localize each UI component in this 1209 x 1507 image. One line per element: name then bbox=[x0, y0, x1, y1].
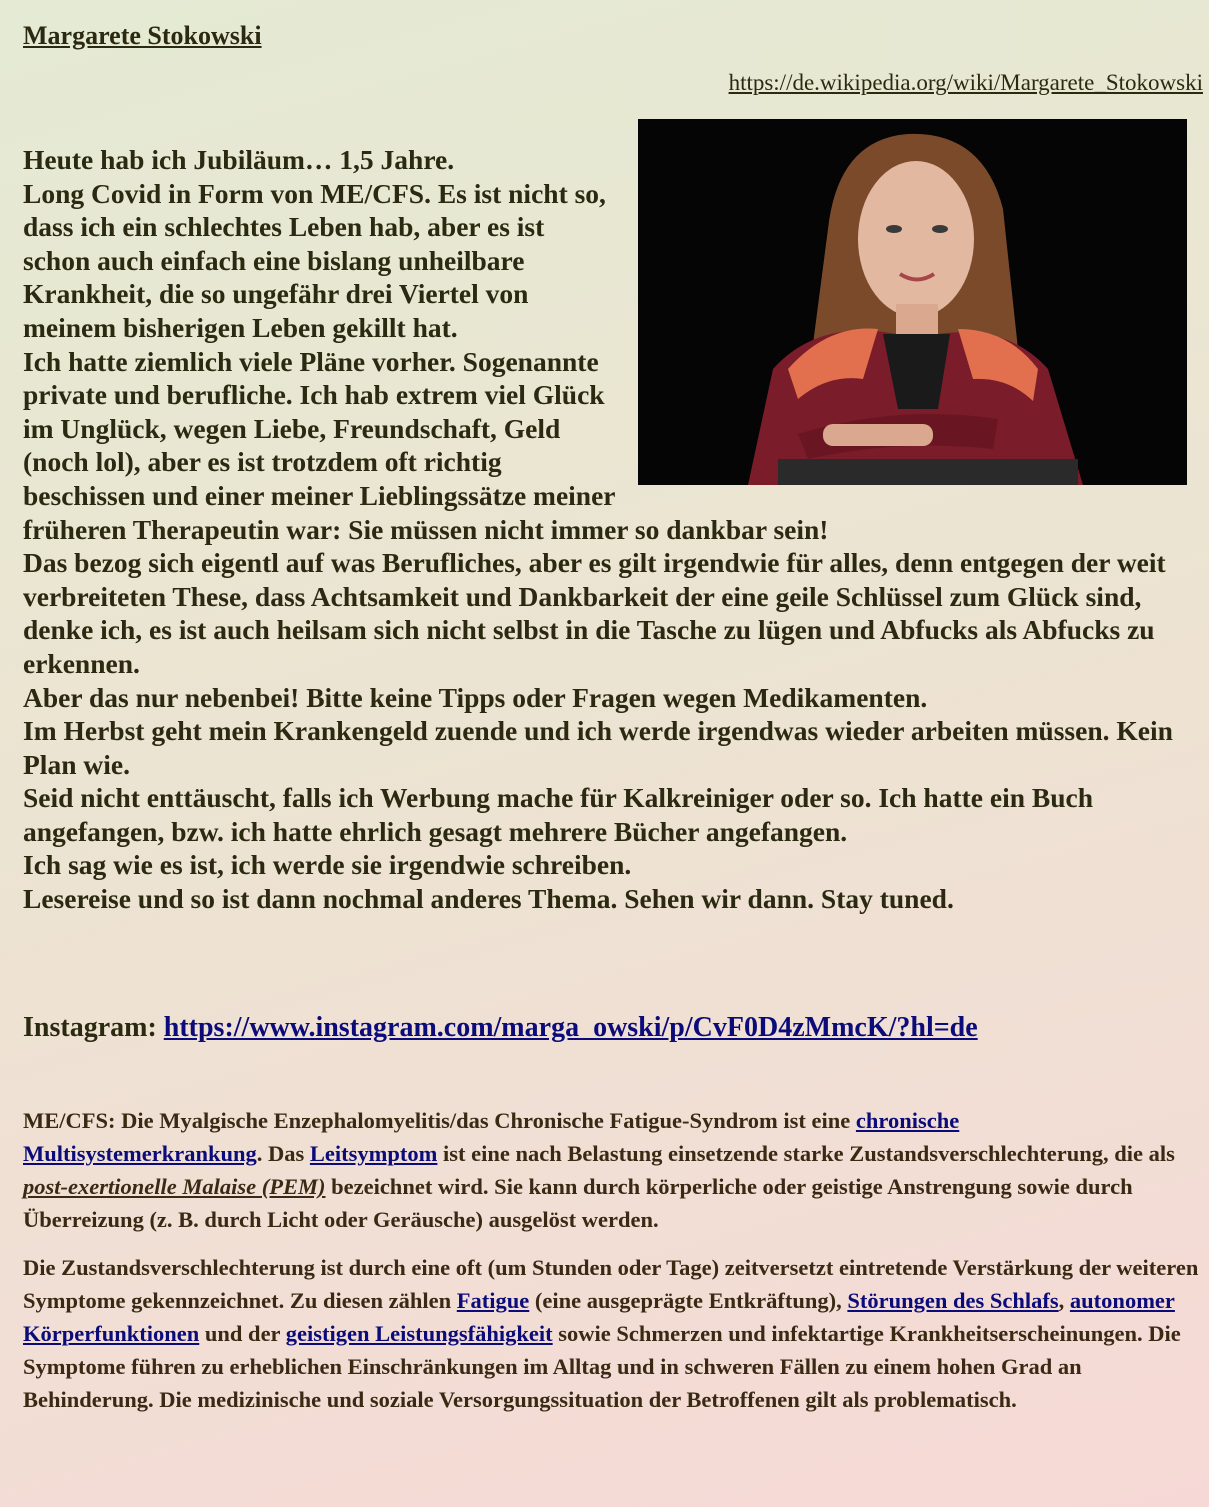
page-title-link[interactable]: Margarete Stokowski bbox=[23, 21, 262, 50]
instagram-link[interactable]: https://www.instagram.com/marga_owski/p/CvF0D4zMmcK/?hl=de bbox=[163, 1012, 978, 1043]
post-line: Lesereise und so ist dann nochmal anderes Thema. Sehen wir dann. Stay tuned. bbox=[23, 883, 954, 915]
link-geistigen-leistungsfaehigkeit[interactable]: geistigen Leistungsfähigkeit bbox=[285, 1321, 553, 1346]
post-line: Das bezog sich eigentl auf was Berufliches, aber es gilt irgendwie für alles, denn entgegen der weit verbreiteten These, dass Achtsamkeit und Dankbarkeit der eine geile Schlüssel zum Glück sind, denke ich, es ist auch heilsam sich nicht selbst in die Tasche zu lügen und Abfucks als Abfucks zu erkennen. bbox=[23, 547, 1166, 679]
description-text: (eine ausgeprägte Entkräftung), bbox=[529, 1288, 848, 1313]
description-paragraph-2 bbox=[23, 1251, 1203, 1416]
description-text: . Das bbox=[256, 1141, 310, 1166]
post-line: Heute hab ich Jubiläum… 1,5 Jahre. bbox=[23, 144, 455, 175]
instagram-label: Instagram: bbox=[23, 1012, 157, 1043]
post-text bbox=[23, 119, 1203, 916]
link-fatigue[interactable]: Fatigue bbox=[456, 1288, 530, 1313]
description-text: und der bbox=[199, 1321, 286, 1346]
description-text: sowie Schmerzen und infektartige Krankheitserscheinungen. Die Symptome führen zu erheblichen Einschränkungen im Alltag und in schweren Fällen zu einem hohen Grad an Behinderung. Die medizinische und soziale Versorgungssituation der Betroffenen gilt als problematisch. bbox=[23, 1321, 1181, 1412]
portrait-photo-icon bbox=[638, 119, 1187, 485]
description-paragraph-1 bbox=[23, 1104, 1203, 1236]
instagram-line bbox=[23, 1012, 978, 1044]
mecfs-description bbox=[23, 1104, 1203, 1431]
description-text: bezeichnet wird. Sie kann durch körperliche oder geistige Anstrengung sowie durch Überreizung (z. B. durch Licht oder Geräusche) ausgelöst werden. bbox=[23, 1174, 1133, 1232]
description-text: , bbox=[1058, 1288, 1070, 1313]
link-autonomer-koerperfunktionen[interactable]: autonomer Körperfunktionen bbox=[23, 1288, 1175, 1346]
link-leitsymptom[interactable]: Leitsymptom bbox=[309, 1141, 438, 1166]
link-stoerungen-des-schlafs[interactable]: Störungen des Schlafs bbox=[847, 1288, 1059, 1313]
post-line: Seid nicht enttäuscht, falls ich Werbung mache für Kalkreiniger oder so. Ich hatte ein Buch angefangen, bzw. ich hatte ehrlich gesagt mehrere Bücher angefangen. bbox=[23, 782, 1094, 847]
post-line: Long Covid in Form von ME/CFS. Es ist nicht so, dass ich ein schlechtes Leben hab, aber es ist schon auch einfach eine bislang unheilbare Krankheit, die so ungefähr drei Viertel von meinem bisherigen Leben gekillt hat. bbox=[23, 177, 606, 343]
post-line: Aber das nur nebenbei! Bitte keine Tipps oder Fragen wegen Medikamenten. bbox=[23, 681, 928, 713]
portrait-photo bbox=[638, 119, 1187, 485]
link-chronische-multisystemerkrankung[interactable]: chronische Multisystemerkrankung bbox=[23, 1108, 960, 1166]
post-line: Ich sag wie es ist, ich werde sie irgendwie schreiben. bbox=[23, 849, 632, 881]
wikipedia-link[interactable]: https://de.wikipedia.org/wiki/Margarete_Stokowski bbox=[728, 70, 1203, 95]
description-text: Die Zustandsverschlechterung ist durch eine oft (um Stunden oder Tage) zeitversetzt eintretende Verstärkung der weiteren Symptome gekennzeichnet. Zu diesen zählen bbox=[23, 1255, 1199, 1313]
post-line: Ich hatte ziemlich viele Pläne vorher. Sogenannte private und berufliche. Ich hab extrem viel Glück im Unglück, wegen Liebe, Freundschaft, Geld (noch lol), aber es ist trotzdem oft richtig beschissen und einer meiner Lieblingssätze meiner früheren Therapeutin war: Sie müssen nicht immer so dankbar sein! bbox=[23, 345, 829, 545]
pem-term: post-exertionelle Malaise (PEM) bbox=[23, 1174, 326, 1199]
post-line: Im Herbst geht mein Krankengeld zuende und ich werde irgendwas wieder arbeiten müssen. Kein Plan wie. bbox=[23, 715, 1173, 780]
description-text: ME/CFS: Die Myalgische Enzephalomyelitis/das Chronische Fatigue-Syndrom ist eine bbox=[23, 1108, 856, 1133]
description-text: ist eine nach Belastung einsetzende starke Zustandsverschlechterung, die als bbox=[437, 1141, 1175, 1166]
